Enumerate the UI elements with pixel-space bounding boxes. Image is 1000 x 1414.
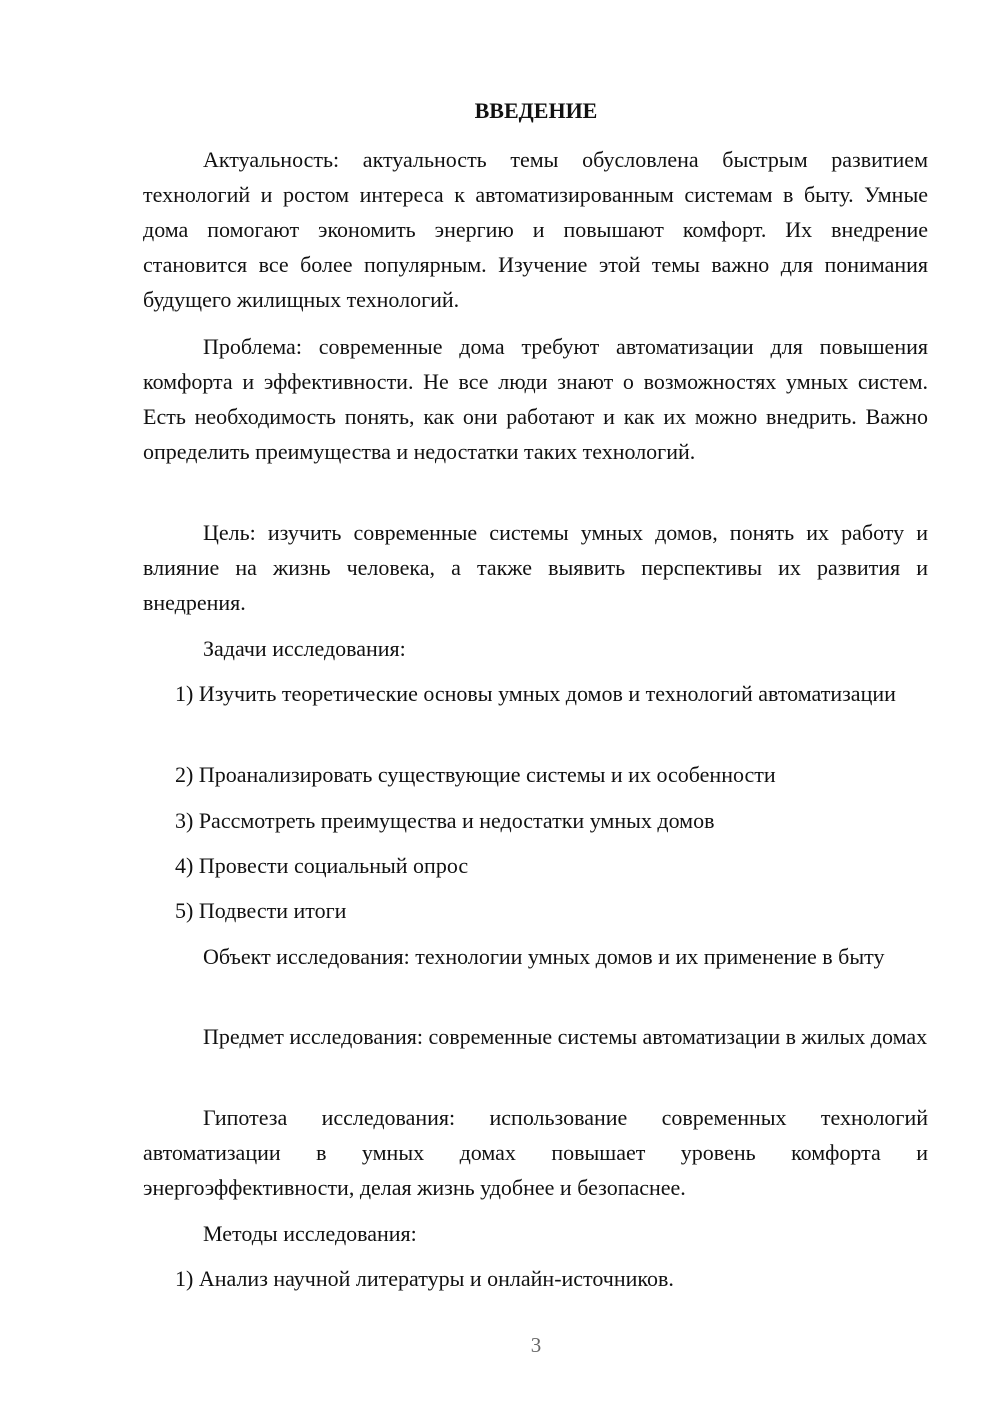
paragraph-hypothesis: Гипотеза исследования: использование современных технологий автоматизации в умных домах повышает уровень комфорта и энергоэффективности, делая жизнь удобнее и безопаснее. [143,1105,928,1200]
paragraph-object: Объект исследования: технологии умных домов и их применение в быту [203,944,885,969]
paragraph-problem: Проблема: современные дома требуют автоматизации для повышения комфорта и эффективности. Не все люди знают о возможностях умных систем. Есть необходимость понять, как они работают и как их можно внедрить. Важно определить преимущества и недостатки таких технологий. [143,334,928,464]
paragraph-relevance: Актуальность: актуальность темы обусловлена быстрым развитием технологий и ростом интереса к автоматизированным системам в быту. Умные дома помогают экономить энергию и повышают комфорт. Их внедрение становится все более популярным. Изучение этой темы важно для понимания будущего жилищных технологий. [143,147,928,312]
page-title: ВВЕДЕНИЕ [474,98,598,123]
task-item-3: 3) Рассмотреть преимущества и недостатки умных домов [175,808,715,833]
task-item-1: 1) Изучить теоретические основы умных домов и технологий автоматизации [175,681,896,706]
method-item-1: 1) Анализ научной литературы и онлайн-источников. [175,1266,674,1291]
task-item-4: 4) Провести социальный опрос [175,853,469,878]
tasks-heading: Задачи исследования: [203,636,406,661]
paragraph-subject: Предмет исследования: современные системы автоматизации в жилых домах [203,1024,928,1049]
task-item-5: 5) Подвести итоги [175,898,347,923]
page-number: 3 [530,1333,542,1357]
paragraph-goal: Цель: изучить современные системы умных домов, понять их работу и влияние на жизнь человека, а также выявить перспективы их развития и внедрения. [143,520,928,615]
task-item-2: 2) Проанализировать существующие системы и их особенности [175,762,776,787]
methods-heading: Методы исследования: [203,1221,417,1246]
